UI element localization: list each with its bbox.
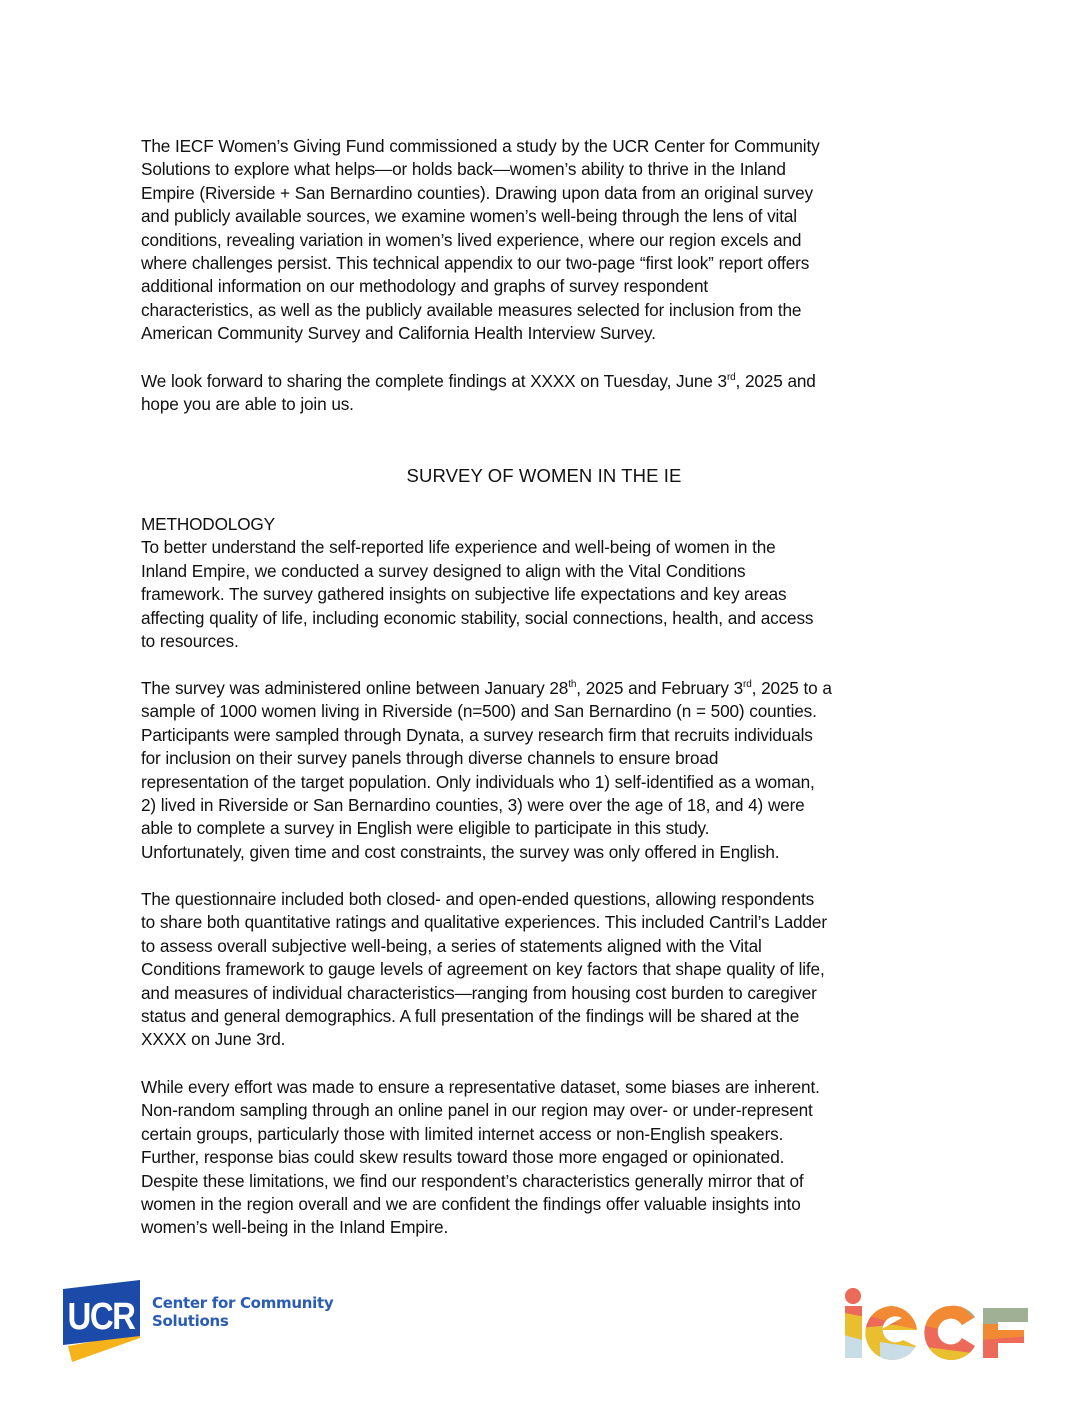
questionnaire-line: The questionnaire included both closed- and open-ended questions, allowing respondents — [141, 889, 815, 909]
methodology-line: Inland Empire, we conducted a survey designed to align with the Vital Conditions — [141, 560, 746, 581]
administration-paragraph — [141, 677, 971, 864]
intro-line: The IECF Women’s Giving Fund commissioned a study by the UCR Center for Community — [141, 136, 820, 156]
bias-line: Despite these limitations, we find our respondent’s characteristics generally mirror that of — [141, 1170, 804, 1191]
intro-line: where challenges persist. This technical appendix to our two-page “first look” report offers — [141, 252, 810, 273]
methodology-line: affecting quality of life, including economic stability, social connections, health, and access — [141, 607, 814, 628]
ordinal-suffix: rd — [743, 679, 752, 690]
intro-line: additional information on our methodology and graphs of survey respondent — [141, 276, 709, 297]
bias-line: certain groups, particularly those with limited internet access or non-English speakers. — [141, 1123, 784, 1144]
ordinal-suffix: th — [568, 679, 577, 690]
administration-text: The survey was administered online between January 28 — [141, 678, 569, 698]
methodology-label: METHODOLOGY — [141, 514, 275, 534]
administration-line: 2) lived in Riverside or San Bernardino counties, 3) were over the age of 18, and 4) were — [141, 794, 805, 815]
ucr-logo-line: Solutions — [152, 1312, 229, 1330]
ucr-logo-mark: UCR — [67, 1294, 135, 1338]
administration-text: , 2025 and February 3 — [576, 678, 744, 698]
bias-line: women’s well-being in the Inland Empire. — [141, 1217, 449, 1238]
methodology-line: framework. The survey gathered insights on subjective life expectations and key areas — [141, 584, 787, 605]
intro-line: conditions, revealing variation in women’s lived experience, where our region excels and — [141, 229, 802, 250]
methodology-line: to resources. — [141, 630, 239, 651]
questionnaire-line: Conditions framework to gauge levels of agreement on key factors that shape quality of life, — [141, 959, 825, 980]
administration-line: able to complete a survey in English were eligible to participate in this study. — [141, 818, 710, 839]
administration-line: for inclusion on their survey panels through diverse channels to ensure broad — [141, 748, 719, 769]
administration-line: representation of the target population. Only individuals who 1) self-identified as a woman, — [141, 771, 815, 792]
bias-line: While every effort was made to ensure a representative dataset, some biases are inherent. — [141, 1077, 820, 1097]
questionnaire-line: XXXX on June 3rd. — [141, 1029, 286, 1050]
intro-line: characteristics, as well as the publicly available measures selected for inclusion from the — [141, 299, 802, 320]
bias-line: Further, response bias could skew results toward those more engaged or opinionated. — [141, 1147, 785, 1168]
invitation-line — [141, 370, 971, 393]
ordinal-suffix: rd — [726, 372, 736, 383]
bias-paragraph — [141, 1076, 971, 1240]
iecf-letter-f — [980, 1304, 1032, 1364]
administration-line — [141, 677, 971, 700]
administration-line: Participants were sampled through Dynata, a survey research firm that recruits individuals — [141, 724, 813, 745]
administration-line: sample of 1000 women living in Riverside (n=500) and San Bernardino (n = 500) counties. — [141, 701, 817, 722]
intro-line: and publicly available sources, we examine women’s well-being through the lens of vital — [141, 206, 797, 227]
questionnaire-line: to share both quantitative ratings and qualitative experiences. This included Cantril’s Ladder — [141, 912, 827, 933]
ucr-logo-text — [152, 1294, 333, 1330]
invitation-line: hope you are able to join us. — [141, 394, 354, 415]
questionnaire-line: status and general demographics. A full presentation of the findings will be shared at the — [141, 1005, 800, 1026]
iecf-letter-i — [840, 1284, 870, 1364]
invitation-text: We look forward to sharing the complete findings at XXXX on Tuesday, June 3 — [141, 371, 727, 391]
intro-line: Solutions to explore what helps—or holds back—women’s ability to thrive in the Inland — [141, 159, 786, 180]
administration-line: Unfortunately, given time and cost constraints, the survey was only offered in English. — [141, 841, 780, 862]
bias-line: Non-random sampling through an online panel in our region may over- or under-represent — [141, 1100, 813, 1121]
iecf-letter-e — [860, 1299, 930, 1364]
invitation-text: , 2025 and — [735, 371, 816, 391]
iecf-letter-c — [918, 1299, 980, 1364]
section-heading: SURVEY OF WOMEN IN THE IE — [406, 465, 682, 486]
questionnaire-line: and measures of individual characteristics—ranging from housing cost burden to caregiver — [141, 982, 817, 1003]
intro-line: American Community Survey and California Health Interview Survey. — [141, 323, 656, 344]
methodology-line: To better understand the self-reported life experience and well-being of women in the — [141, 537, 776, 558]
iecf-logo — [840, 1284, 1032, 1364]
intro-line: Empire (Riverside + San Bernardino counties). Drawing upon data from an original survey — [141, 182, 813, 203]
methodology-section — [141, 513, 971, 653]
ucr-logo-line: Center for Community — [152, 1294, 334, 1312]
intro-paragraph — [141, 135, 971, 346]
bias-line: women in the region overall and we are confident the findings offer valuable insights into — [141, 1193, 801, 1214]
questionnaire-paragraph — [141, 888, 971, 1052]
questionnaire-line: to assess overall subjective well-being, a series of statements aligned with the Vital — [141, 935, 762, 956]
invitation-paragraph — [141, 370, 971, 417]
administration-text: , 2025 to a — [751, 678, 832, 698]
